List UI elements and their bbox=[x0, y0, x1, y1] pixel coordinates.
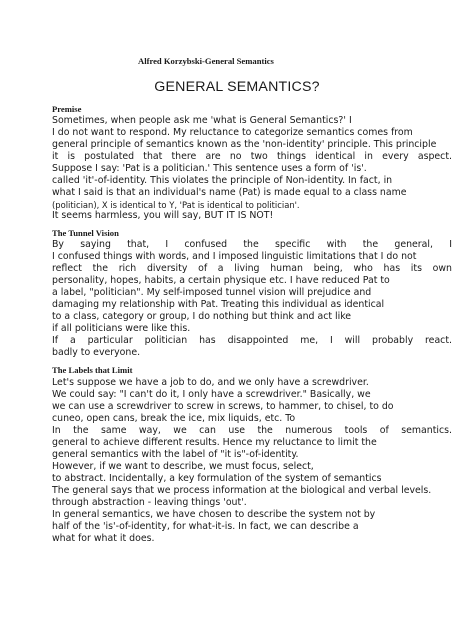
body-line: In general semantics, we have chosen to describe the system not by bbox=[52, 509, 376, 520]
body-line: general semantics with the label of "it is"-of-identity. bbox=[52, 449, 299, 460]
body-line: cuneo, open cans, break the ice, mix liquids, etc. To bbox=[52, 413, 296, 424]
section-heading-labels-that-limit: The Labels that Limit bbox=[52, 365, 133, 375]
body-line: If a particular politician has disappointed me, I will probably react. bbox=[52, 335, 452, 346]
body-line: By saying that, I confused the specific with the general, I bbox=[52, 239, 452, 250]
body-line: to abstract. Incidentally, a key formulation of the system of semantics bbox=[52, 473, 382, 484]
body-line: I confused things with words, and I imposed linguistic limitations that I do not bbox=[52, 251, 417, 262]
body-line: what for what it does. bbox=[52, 533, 155, 544]
body-line: However, if we want to describe, we must focus, select, bbox=[52, 461, 314, 472]
body-line: reflect the rich diversity of a living human being, who has its own bbox=[52, 263, 452, 274]
body-line: general to achieve different results. Hence my reluctance to limit the bbox=[52, 437, 377, 448]
body-line: general principle of semantics known as the 'non-identity' principle. This principle bbox=[52, 139, 437, 150]
body-line: it is postulated that there are no two things identical in every aspect. bbox=[52, 151, 452, 162]
body-line: Suppose I say: 'Pat is a politician.' This sentence uses a form of 'is'. bbox=[52, 163, 367, 174]
body-line: what I said is that an individual's name (Pat) is made equal to a class name bbox=[52, 187, 407, 198]
body-line: (politician), X is identical to Y, 'Pat is identical to politician'. bbox=[52, 200, 300, 210]
section-heading-tunnel-vision: The Tunnel Vision bbox=[52, 228, 119, 238]
body-line: It seems harmless, you will say, BUT IT IS NOT! bbox=[52, 210, 274, 221]
body-line: called 'it'-of-identity. This violates the principle of Non-identity. In fact, in bbox=[52, 175, 393, 186]
body-line: half of the 'is'-of-identity, for what-it-is. In fact, we can describe a bbox=[52, 521, 359, 532]
body-line: I do not want to respond. My reluctance to categorize semantics comes from bbox=[52, 127, 413, 138]
body-line: if all politicians were like this. bbox=[52, 323, 191, 334]
body-line: through abstraction - leaving things 'out'. bbox=[52, 497, 247, 508]
body-line: badly to everyone. bbox=[52, 347, 141, 358]
body-line: damaging my relationship with Pat. Treating this individual as identical bbox=[52, 299, 385, 310]
body-line: we can use a screwdriver to screw in screws, to hammer, to chisel, to do bbox=[52, 401, 394, 412]
body-line: The general says that we process information at the biological and verbal levels. bbox=[52, 485, 432, 496]
document-header: Alfred Korzybski-General Semantics bbox=[138, 56, 274, 66]
section-heading-premise: Premise bbox=[52, 104, 82, 114]
body-line: a label, "politician". My self-imposed tunnel vision will prejudice and bbox=[52, 287, 372, 298]
body-line: personality, hopes, habits, a certain physique etc. I have reduced Pat to bbox=[52, 275, 390, 286]
body-line: In the same way, we can use the numerous tools of semantics. bbox=[52, 425, 452, 436]
body-line: to a class, category or group, I do nothing but think and act like bbox=[52, 311, 352, 322]
document-title: GENERAL SEMANTICS? bbox=[154, 79, 320, 95]
body-line: We could say: "I can't do it, I only have a screwdriver." Basically, we bbox=[52, 389, 371, 400]
body-line: Let's suppose we have a job to do, and we only have a screwdriver. bbox=[52, 377, 369, 388]
body-line: Sometimes, when people ask me 'what is General Semantics?' I bbox=[52, 115, 352, 126]
